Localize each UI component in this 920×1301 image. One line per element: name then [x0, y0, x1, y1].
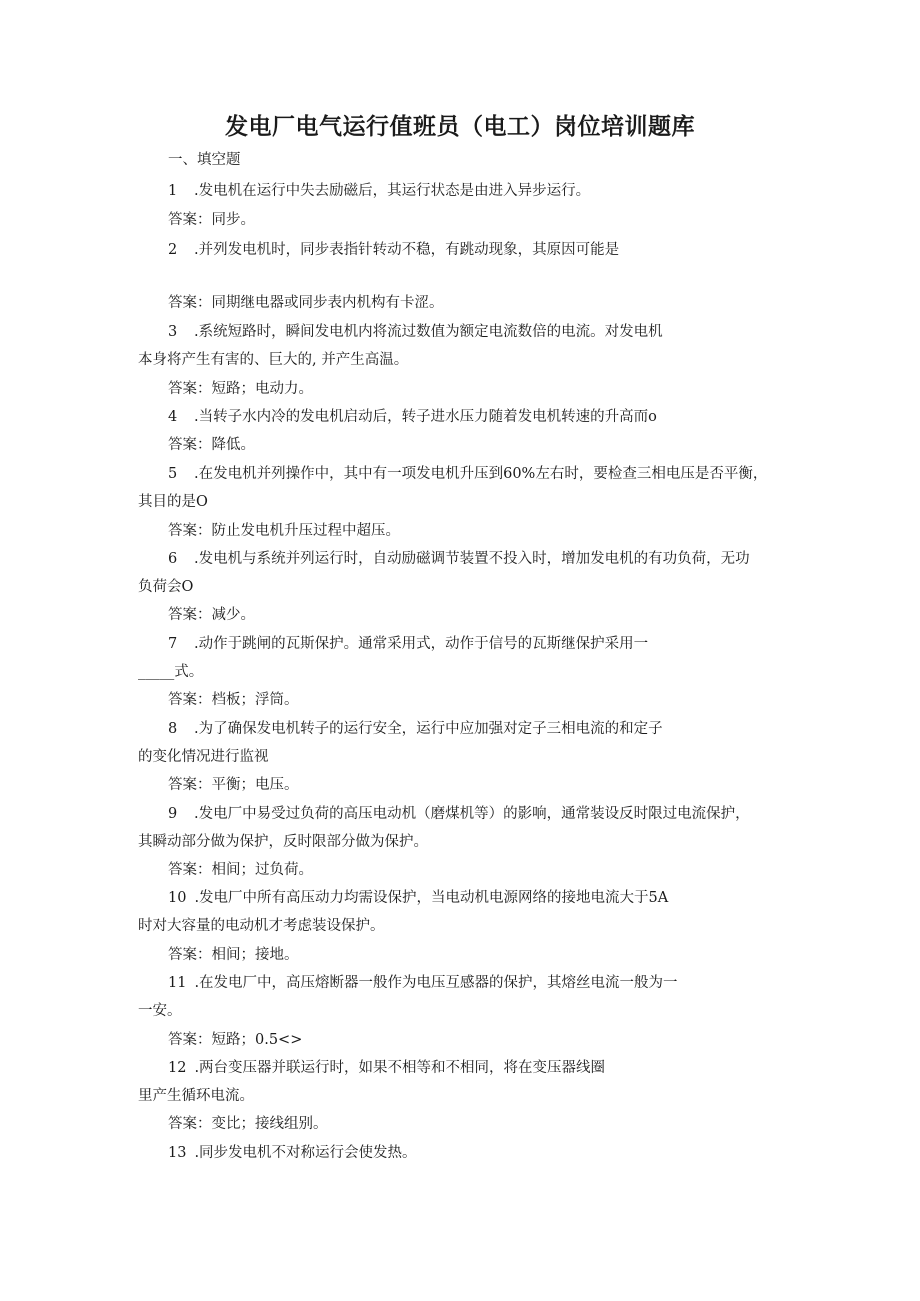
answer-prefix: 答案：	[168, 947, 212, 963]
answer-text: 降低。	[211, 437, 255, 453]
question-text: .在发电机并列操作中，其中有一项发电机升压到60%左右时，要检查三相电压是否平衡，	[194, 466, 768, 482]
answer-line	[168, 690, 299, 710]
question-text: .两台变压器并联运行时，如果不相等和不相同，将在变压器线圈	[194, 1060, 606, 1076]
question-continuation: 里产生循环电流。	[138, 1088, 254, 1104]
answer-prefix: 答案：	[168, 1032, 212, 1048]
answer-prefix: 答案：	[168, 212, 212, 228]
answer-line	[168, 379, 313, 399]
answer-text: 相间；过负荷。	[211, 862, 313, 878]
answer-text: 相间；接地。	[211, 947, 299, 963]
question-continuation: 本身将产生有害的、巨大的, 并产生高温。	[138, 352, 409, 368]
question-8	[168, 719, 663, 739]
answer-prefix: 答案：	[168, 607, 212, 623]
question-4	[168, 407, 657, 427]
question-number: 8	[168, 721, 178, 737]
question-11	[168, 973, 678, 993]
answer-text: 减少。	[211, 607, 255, 623]
question-continuation: 时对大容量的电动机才考虑装设保护。	[138, 918, 385, 934]
answer-prefix: 答案：	[168, 862, 212, 878]
answer-line	[168, 435, 255, 455]
question-number: 10	[168, 890, 187, 906]
question-6	[168, 549, 750, 569]
question-text: .发电厂中所有高压动力均需设保护，当电动机电源网络的接地电流大于5A	[194, 890, 669, 906]
answer-prefix: 答案：	[168, 1116, 212, 1132]
question-number: 6	[168, 551, 178, 567]
answer-line	[168, 605, 255, 625]
question-continuation: _____式。	[138, 664, 204, 680]
answer-line	[168, 860, 313, 880]
question-number: 5	[168, 466, 178, 482]
question-number: 1	[168, 183, 178, 199]
answer-prefix: 答案：	[168, 523, 212, 539]
question-number: 13	[168, 1145, 187, 1161]
question-2	[168, 240, 619, 260]
question-text: .在发电厂中，高压熔断器一般作为电压互感器的保护，其熔丝电流一般为一	[194, 975, 678, 991]
question-continuation: 的变化情况进行监视	[138, 749, 269, 765]
question-number: 9	[168, 806, 178, 822]
question-5	[168, 464, 767, 484]
section-heading: 一、填空题	[168, 152, 241, 168]
question-1	[168, 181, 590, 201]
document-title: 发电厂电气运行值班员（电工）岗位培训题库	[225, 114, 695, 140]
question-number: 12	[168, 1060, 187, 1076]
question-3	[168, 322, 663, 342]
question-13	[168, 1143, 417, 1163]
answer-text: 平衡；电压。	[211, 777, 299, 793]
answer-prefix: 答案：	[168, 437, 212, 453]
answer-text: 档板；浮筒。	[211, 692, 299, 708]
answer-line	[168, 945, 299, 965]
question-number: 4	[168, 409, 178, 425]
answer-prefix: 答案：	[168, 777, 212, 793]
question-continuation: 其瞬动部分做为保护，反时限部分做为保护。	[138, 834, 428, 850]
answer-text: 同步。	[211, 212, 255, 228]
question-text: .发电机与系统并列运行时，自动励磁调节装置不投入时，增加发电机的有功负荷，无功	[194, 551, 750, 567]
answer-text: 短路；0.5<>	[211, 1032, 303, 1048]
question-9	[168, 804, 750, 824]
answer-prefix: 答案：	[168, 381, 212, 397]
answer-line	[168, 521, 400, 541]
answer-line	[168, 1114, 328, 1134]
question-number: 7	[168, 636, 178, 652]
question-text: .并列发电机时，同步表指针转动不稳，有跳动现象，其原因可能是	[194, 242, 620, 258]
question-continuation: 负荷会O	[138, 579, 194, 595]
answer-text: 同期继电器或同步表内机构有卡涩。	[211, 295, 444, 311]
question-text: .同步发电机不对称运行会使发热。	[194, 1145, 417, 1161]
answer-text: 防止发电机升压过程中超压。	[211, 523, 400, 539]
answer-line	[168, 293, 444, 313]
question-10	[168, 888, 668, 908]
answer-prefix: 答案：	[168, 295, 212, 311]
question-12	[168, 1058, 605, 1078]
question-number: 3	[168, 324, 178, 340]
question-text: .发电厂中易受过负荷的高压电动机（磨煤机等）的影响，通常装设反时限过电流保护，	[194, 806, 750, 822]
question-continuation: 其目的是O	[138, 494, 208, 510]
question-number: 2	[168, 242, 178, 258]
answer-line	[168, 1030, 302, 1050]
question-text: .动作于跳闸的瓦斯保护。通常采用式，动作于信号的瓦斯继保护采用一	[194, 636, 649, 652]
question-7	[168, 634, 648, 654]
question-text: .系统短路时，瞬间发电机内将流过数值为额定电流数倍的电流。对发电机	[194, 324, 663, 340]
answer-prefix: 答案：	[168, 692, 212, 708]
answer-line	[168, 210, 255, 230]
question-number: 11	[168, 975, 187, 991]
question-continuation: 一安。	[138, 1003, 182, 1019]
answer-line	[168, 775, 299, 795]
question-text: .发电机在运行中失去励磁后，其运行状态是由进入异步运行。	[194, 183, 591, 199]
question-text: .为了确保发电机转子的运行安全，运行中应加强对定子三相电流的和定子	[194, 721, 663, 737]
answer-text: 短路；电动力。	[211, 381, 313, 397]
answer-text: 变比；接线组别。	[211, 1116, 328, 1132]
question-text: .当转子水内冷的发电机启动后，转子进水压力随着发电机转速的升高而o	[194, 409, 657, 425]
